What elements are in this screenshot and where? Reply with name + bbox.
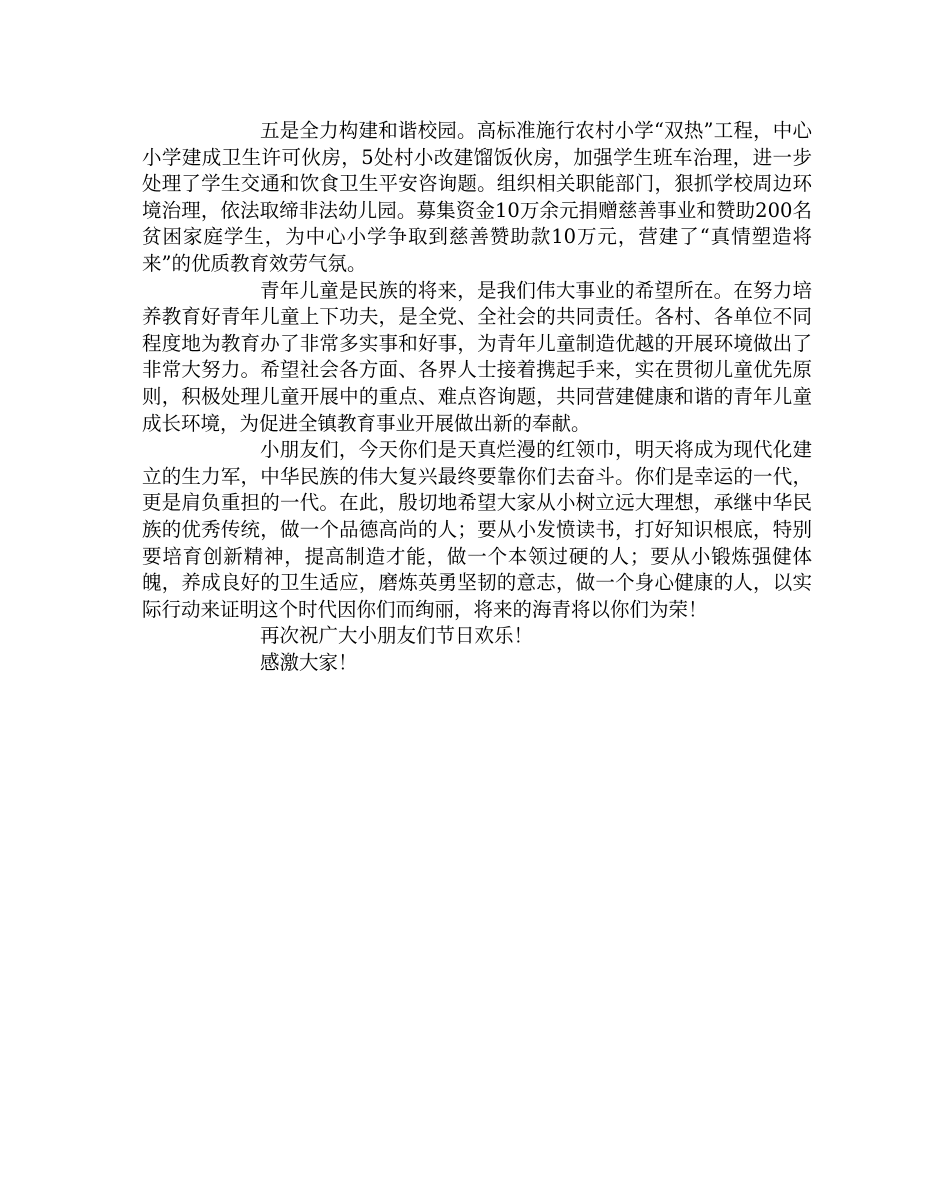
paragraph-harmonious-campus: 五是全力构建和谐校园。高标准施行农村小学“双热”工程，中心小学建成卫生许可伙房，5处村小改建馏饭伙房，加强学生班车治理，进一步处理了学生交通和饮食卫生平安咨询题。组织相关职能部门，狠抓学校周边环境治理，依法取缔非法幼儿园。募集资金10万余元捐赠慈善事业和赞助200名贫困家庭学生，为中心小学争取到慈善赞助款10万元，营建了“真情塑造将来”的优质教育效劳气氛。: [142, 119, 812, 275]
document-body: [142, 118, 812, 676]
paragraph-children-address: 小朋友们，今天你们是天真烂漫的红领巾，明天将成为现代化建立的生力军，中华民族的伟大复兴最终要靠你们去奋斗。你们是幸运的一代，更是肩负重担的一代。在此，殷切地希望大家从小树立远大理想，承继中华民族的优秀传统，做一个品德高尚的人；要从小发愤读书，打好知识根底，特别要培育创新精神，提高制造才能，做一个本领过硬的人；要从小锻炼强健体魄，养成良好的卫生适应，磨炼英勇坚韧的意志，做一个身心健康的人，以实际行动来证明这个时代因你们而绚丽，将来的海青将以你们为荣！: [142, 438, 812, 621]
paragraph-youth-future: 青年儿童是民族的将来，是我们伟大事业的希望所在。在努力培养教育好青年儿童上下功夫，是全党、全社会的共同责任。各村、各单位不同程度地为教育办了非常多实事和好事，为青年儿童制造优越的开展环境做出了非常大努力。希望社会各方面、各界人士接着携起手来，实在贯彻儿童优先原则，积极处理儿童开展中的重点、难点咨询题，共同营建健康和谐的青年儿童成长环境，为促进全镇教育事业开展做出新的奉献。: [142, 278, 812, 435]
paragraph-thanks: 感激大家！: [260, 650, 358, 674]
paragraph-holiday-wishes: 再次祝广大小朋友们节日欢乐！: [260, 624, 534, 648]
